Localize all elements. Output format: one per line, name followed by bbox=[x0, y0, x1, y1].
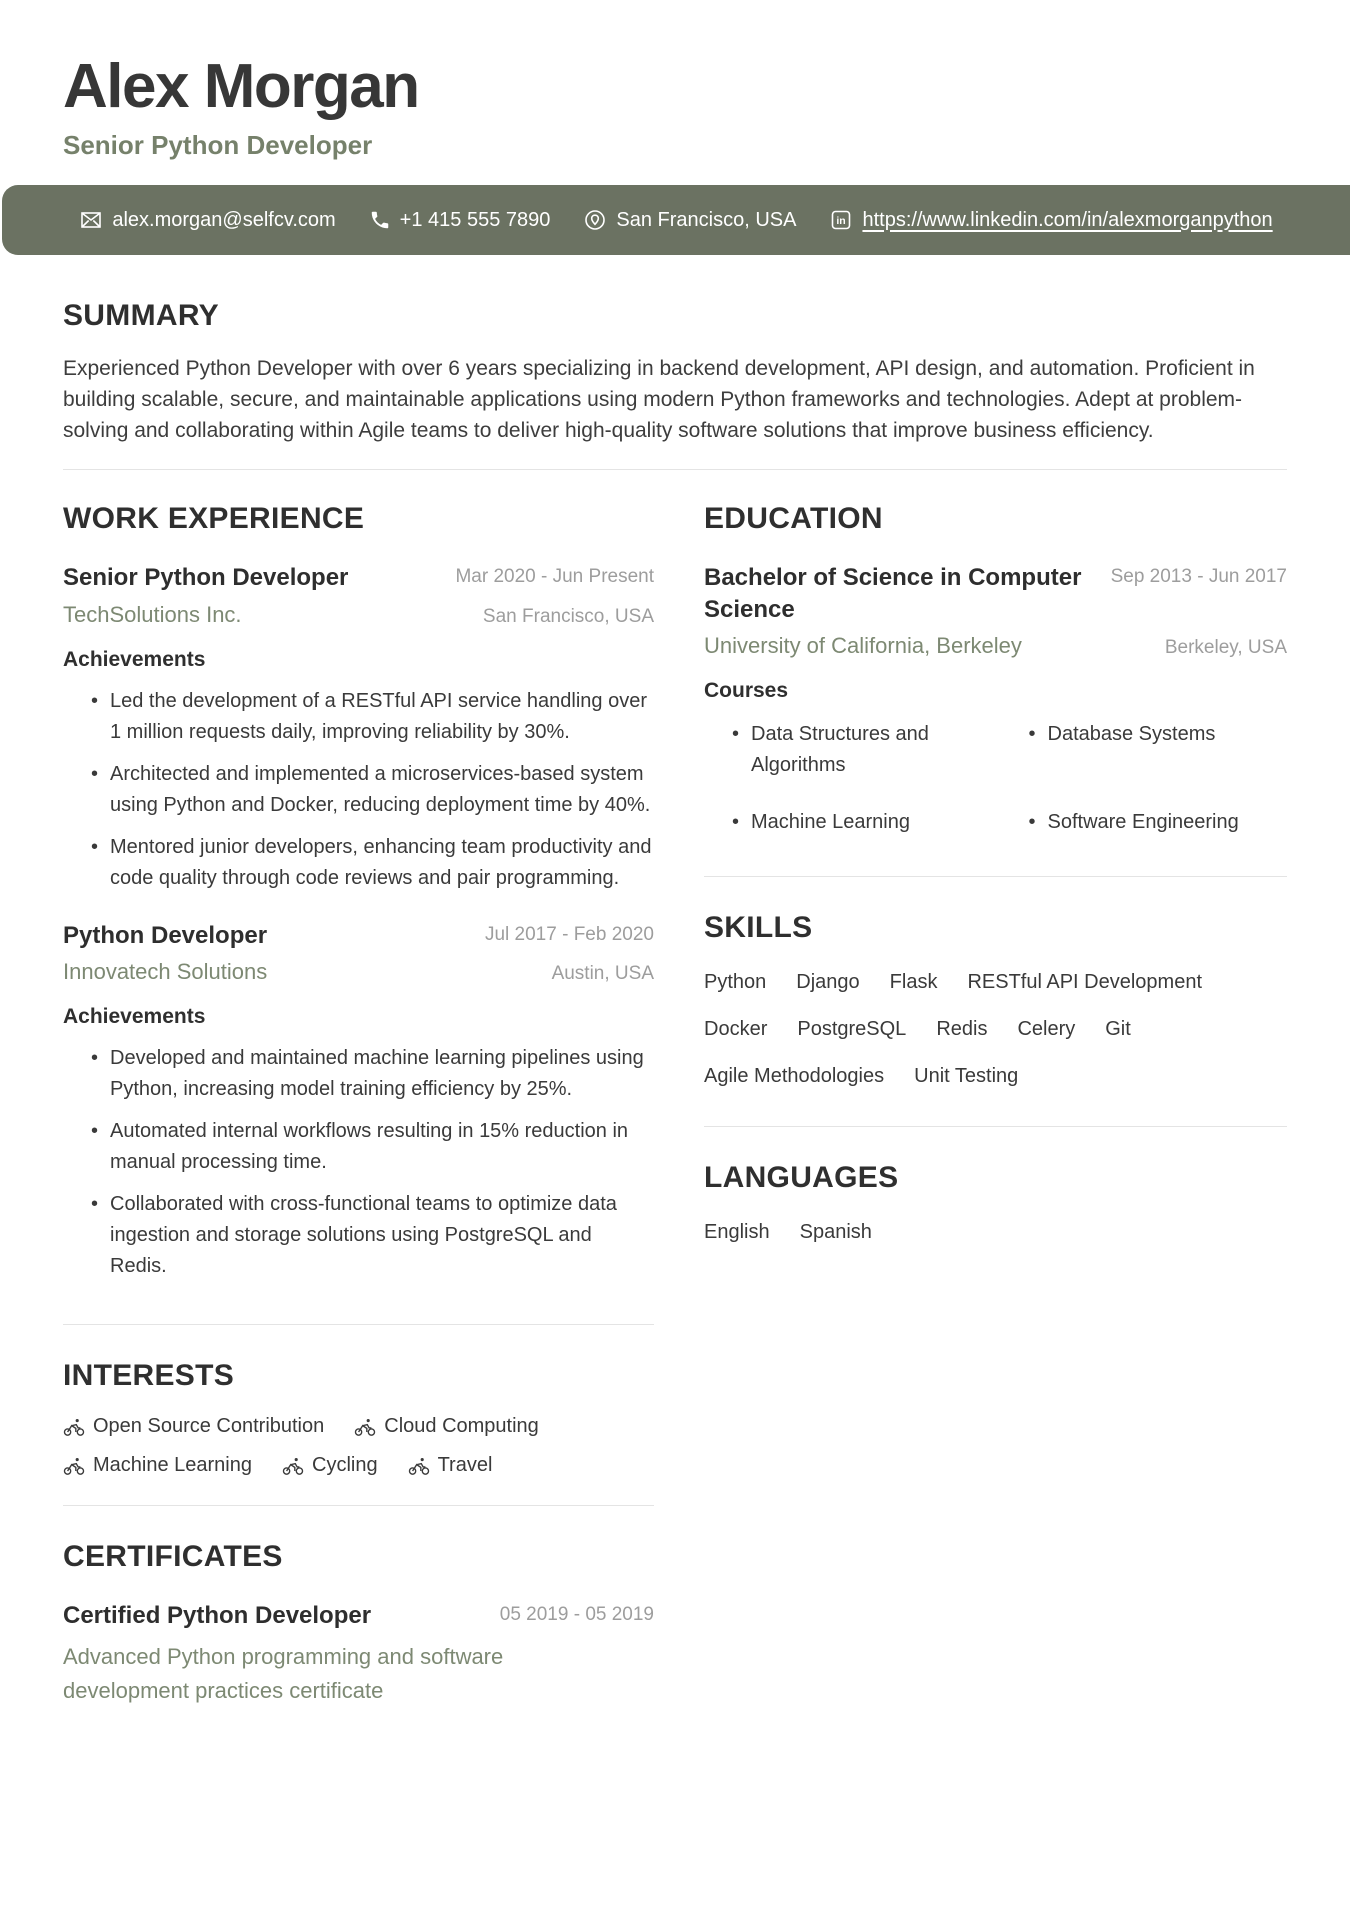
achievement-item: • Architected and implemented a microservices-based system using Python and Docker, reducing deployment time by 40%. bbox=[63, 759, 654, 821]
divider bbox=[63, 1324, 654, 1325]
interest-item: Cloud Computing bbox=[354, 1415, 539, 1438]
education-dates: Sep 2013 - Jun 2017 bbox=[1110, 566, 1287, 587]
job-dates: Jul 2017 - Feb 2020 bbox=[484, 923, 654, 945]
job-title: Senior Python Developer bbox=[63, 564, 349, 591]
contact-location-text: San Francisco, USA bbox=[616, 208, 797, 231]
certificate-name: Certified Python Developer bbox=[63, 1602, 372, 1630]
linkedin-icon bbox=[829, 208, 853, 232]
skill-item: Redis bbox=[936, 1018, 988, 1041]
job-location: San Francisco, USA bbox=[482, 605, 654, 627]
skill-item: Agile Methodologies bbox=[704, 1065, 885, 1088]
resume-header bbox=[0, 0, 1350, 161]
resume-body bbox=[0, 299, 1350, 1708]
candidate-job-title: Senior Python Developer bbox=[63, 130, 373, 160]
degree-title: Bachelor of Science in Computer Science bbox=[704, 564, 1082, 623]
divider bbox=[704, 876, 1287, 877]
work-entry bbox=[63, 920, 654, 1283]
svg-text:in: in bbox=[836, 215, 847, 227]
contact-email-text: alex.morgan@selfcv.com bbox=[112, 208, 336, 231]
contact-email bbox=[79, 208, 335, 232]
achievement-item: • Led the development of a RESTful API service handling over 1 million requests daily, improving reliability by 30%. bbox=[63, 686, 654, 748]
certificate-description: Advanced Python programming and software development practices certificate bbox=[63, 1644, 504, 1704]
skill-list bbox=[704, 971, 1224, 1088]
interest-item: Cycling bbox=[282, 1454, 378, 1477]
achievements-label: Achievements bbox=[63, 647, 206, 671]
work-entry bbox=[63, 562, 654, 894]
contact-bar bbox=[2, 185, 1350, 255]
contact-phone-text: +1 415 555 7890 bbox=[399, 208, 551, 231]
cyclist-icon bbox=[282, 1455, 304, 1477]
contact-phone bbox=[369, 209, 551, 232]
course-item: • Machine Learning bbox=[704, 807, 991, 838]
contact-linkedin bbox=[829, 208, 1272, 232]
interest-item: Open Source Contribution bbox=[63, 1415, 324, 1438]
divider bbox=[63, 469, 1287, 470]
email-icon bbox=[79, 208, 103, 232]
phone-icon bbox=[369, 209, 391, 231]
linkedin-link[interactable]: https://www.linkedin.com/in/alexmorganpython bbox=[862, 208, 1273, 231]
divider bbox=[63, 1505, 654, 1506]
skill-item: Python bbox=[704, 971, 767, 994]
education-section bbox=[704, 502, 1287, 838]
summary-heading: SUMMARY bbox=[63, 299, 219, 332]
candidate-name: Alex Morgan bbox=[63, 52, 419, 121]
achievement-list bbox=[63, 1043, 654, 1282]
work-experience-section bbox=[63, 502, 654, 1282]
course-item: • Database Systems bbox=[1001, 719, 1288, 781]
interest-list bbox=[63, 1415, 623, 1477]
course-item: • Software Engineering bbox=[1001, 807, 1288, 838]
divider bbox=[704, 1126, 1287, 1127]
education-entry bbox=[704, 562, 1287, 838]
certificates-section bbox=[63, 1540, 654, 1708]
skills-section bbox=[704, 911, 1287, 1088]
courses-label: Courses bbox=[704, 679, 789, 703]
certificate-entry bbox=[63, 1600, 654, 1708]
course-list bbox=[704, 719, 1287, 838]
location-icon bbox=[583, 208, 607, 232]
cyclist-icon bbox=[408, 1455, 430, 1477]
job-title: Python Developer bbox=[63, 921, 268, 949]
skill-item: Git bbox=[1105, 1018, 1131, 1041]
interests-heading: INTERESTS bbox=[63, 1359, 235, 1393]
skill-item: Unit Testing bbox=[914, 1065, 1019, 1088]
interests-section bbox=[63, 1359, 654, 1477]
achievement-item: • Mentored junior developers, enhancing team productivity and code quality through code reviews and pair programming. bbox=[63, 832, 654, 894]
skill-item: RESTful API Development bbox=[967, 971, 1203, 994]
interest-item: Travel bbox=[408, 1454, 493, 1477]
achievement-item: • Collaborated with cross-functional teams to optimize data ingestion and storage solutions using PostgreSQL and Redis. bbox=[63, 1189, 654, 1282]
interest-item: Machine Learning bbox=[63, 1454, 252, 1477]
language-item: Spanish bbox=[799, 1221, 872, 1244]
contact-location bbox=[583, 208, 796, 232]
achievement-list bbox=[63, 686, 654, 894]
work-experience-heading: WORK EXPERIENCE bbox=[63, 502, 365, 535]
languages-heading: LANGUAGES bbox=[704, 1161, 899, 1195]
job-dates: Mar 2020 - Jun Present bbox=[455, 566, 654, 587]
languages-section bbox=[704, 1161, 1287, 1244]
skill-item: PostgreSQL bbox=[797, 1018, 907, 1041]
right-column bbox=[704, 502, 1287, 1708]
skills-heading: SKILLS bbox=[704, 911, 813, 945]
left-column bbox=[63, 502, 654, 1708]
summary-section bbox=[63, 299, 1287, 446]
skill-item: Flask bbox=[889, 971, 938, 994]
cyclist-icon bbox=[354, 1416, 376, 1438]
school-name: University of California, Berkeley bbox=[704, 633, 1022, 659]
cyclist-icon bbox=[63, 1416, 85, 1438]
job-company: TechSolutions Inc. bbox=[63, 601, 242, 627]
education-location: Berkeley, USA bbox=[1164, 637, 1287, 659]
language-list bbox=[704, 1221, 1224, 1244]
education-heading: EDUCATION bbox=[704, 502, 883, 535]
achievement-item: • Automated internal workflows resulting in 15% reduction in manual processing time. bbox=[63, 1116, 654, 1178]
course-item: • Data Structures and Algorithms bbox=[704, 719, 991, 781]
skill-item: Docker bbox=[704, 1018, 768, 1041]
achievement-item: • Developed and maintained machine learning pipelines using Python, increasing model training efficiency by 25%. bbox=[63, 1043, 654, 1105]
summary-text: Experienced Python Developer with over 6 years specializing in backend development, API design, and automation. Proficient in building scalable, secure, and maintainable applications using modern Python frameworks and technologies. Adept at problem-solving and collaborating within Agile teams to deliver high-quality software solutions that improve business efficiency. bbox=[63, 357, 1255, 442]
job-company: Innovatech Solutions bbox=[63, 959, 268, 985]
achievements-label: Achievements bbox=[63, 1005, 206, 1029]
skill-item: Celery bbox=[1017, 1018, 1076, 1041]
certificate-dates: 05 2019 - 05 2019 bbox=[499, 1604, 654, 1626]
certificates-heading: CERTIFICATES bbox=[63, 1540, 283, 1574]
job-location: Austin, USA bbox=[551, 963, 654, 985]
cyclist-icon bbox=[63, 1455, 85, 1477]
language-item: English bbox=[704, 1221, 770, 1244]
skill-item: Django bbox=[796, 971, 860, 994]
